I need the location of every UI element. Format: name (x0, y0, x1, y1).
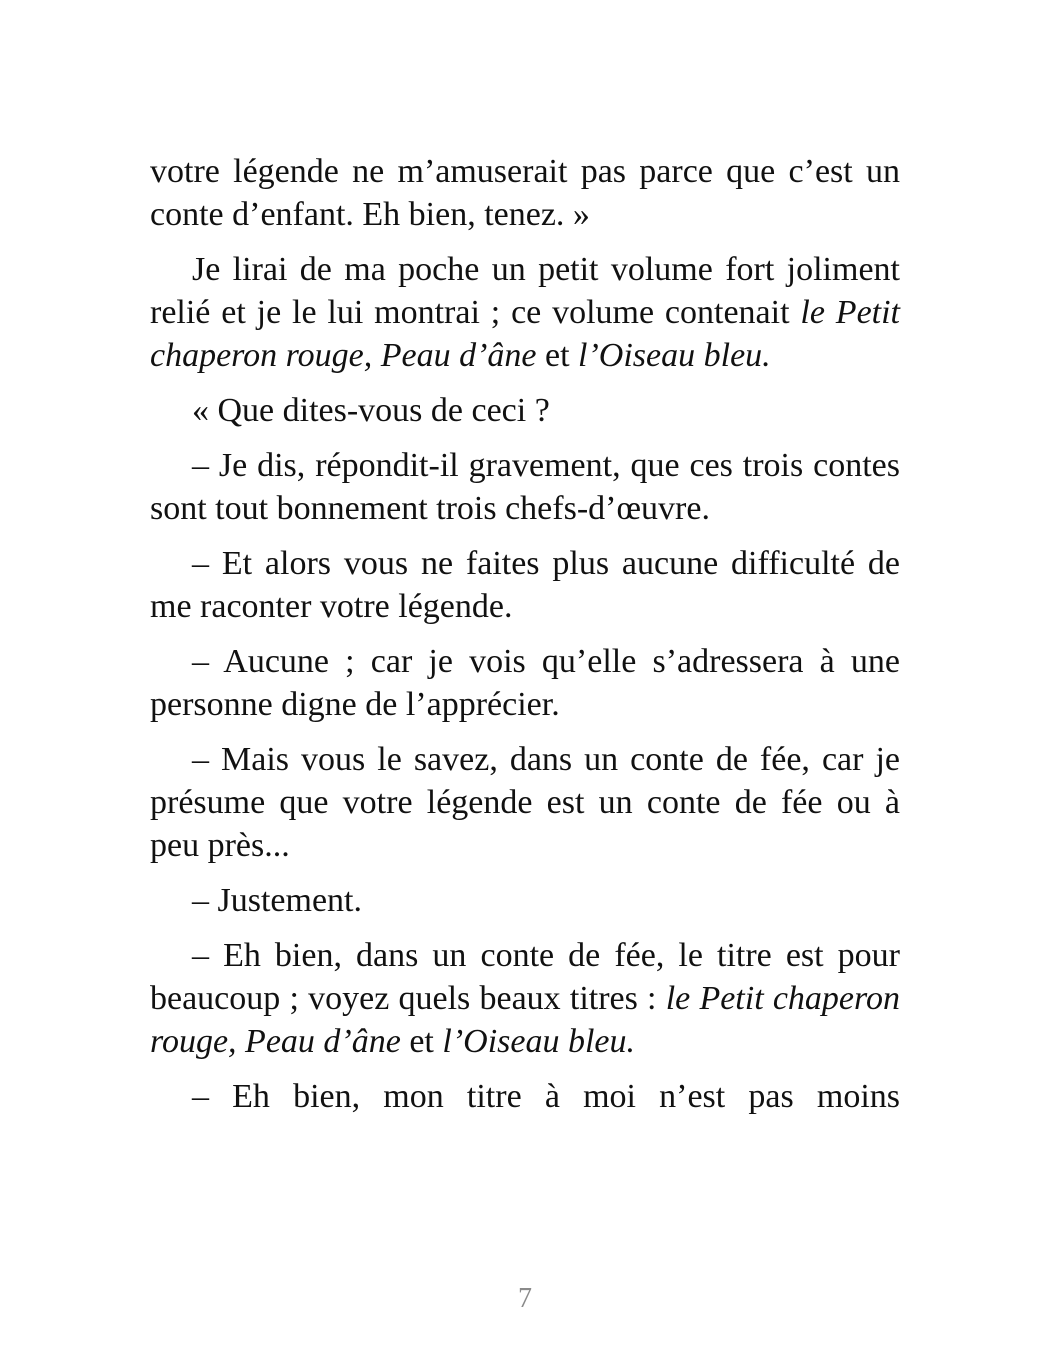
page-number: 7 (518, 1283, 532, 1314)
italic-title: l’Oiseau bleu. (442, 1023, 636, 1060)
text-run: et (536, 337, 579, 374)
paragraph (150, 640, 900, 726)
text-run: – Et alors vous ne faites plus aucune difficulté de me raconter votre légende. (150, 545, 900, 625)
italic-title: l’Oiseau bleu. (578, 337, 771, 374)
text-run: « Que dites-vous de ceci ? (192, 392, 550, 429)
paragraph (150, 934, 900, 1063)
text-run: votre légende ne m’amuserait pas parce que c’est un conte d’enfant. Eh bien, tenez. » (150, 153, 900, 233)
text-run: – Aucune ; car je vois qu’elle s’adressera à une personne digne de l’apprécier. (150, 643, 900, 723)
text-run: – Justement. (192, 882, 362, 919)
paragraph (150, 150, 900, 236)
italic-title: le Petit chaperon rouge, Peau d’âne (150, 294, 900, 374)
paragraph (150, 1075, 900, 1118)
text-run: et (400, 1023, 443, 1060)
text-run: – Mais vous le savez, dans un conte de fée, car je présume que votre légende est un conte de fée ou à peu près... (150, 741, 900, 864)
text-run: – Eh bien, mon titre à moi n’est pas moins (192, 1078, 900, 1115)
text-run: Je lirai de ma poche un petit volume fort joliment relié et je le lui montrai ; ce volume contenait (150, 251, 900, 331)
paragraph (150, 389, 900, 432)
paragraph (150, 542, 900, 628)
paragraph (150, 738, 900, 867)
paragraph (150, 444, 900, 530)
text-run: – Je dis, répondit-il gravement, que ces trois contes sont tout bonnement trois chefs-d’œuvre. (150, 447, 900, 527)
paragraph (150, 879, 900, 922)
paragraph (150, 248, 900, 377)
text-run: – Eh bien, dans un conte de fée, le titre est pour beaucoup ; voyez quels beaux titres : (150, 937, 900, 1017)
italic-title: le Petit chaperon rouge, Peau d’âne (150, 980, 900, 1060)
page-body (150, 150, 900, 1130)
